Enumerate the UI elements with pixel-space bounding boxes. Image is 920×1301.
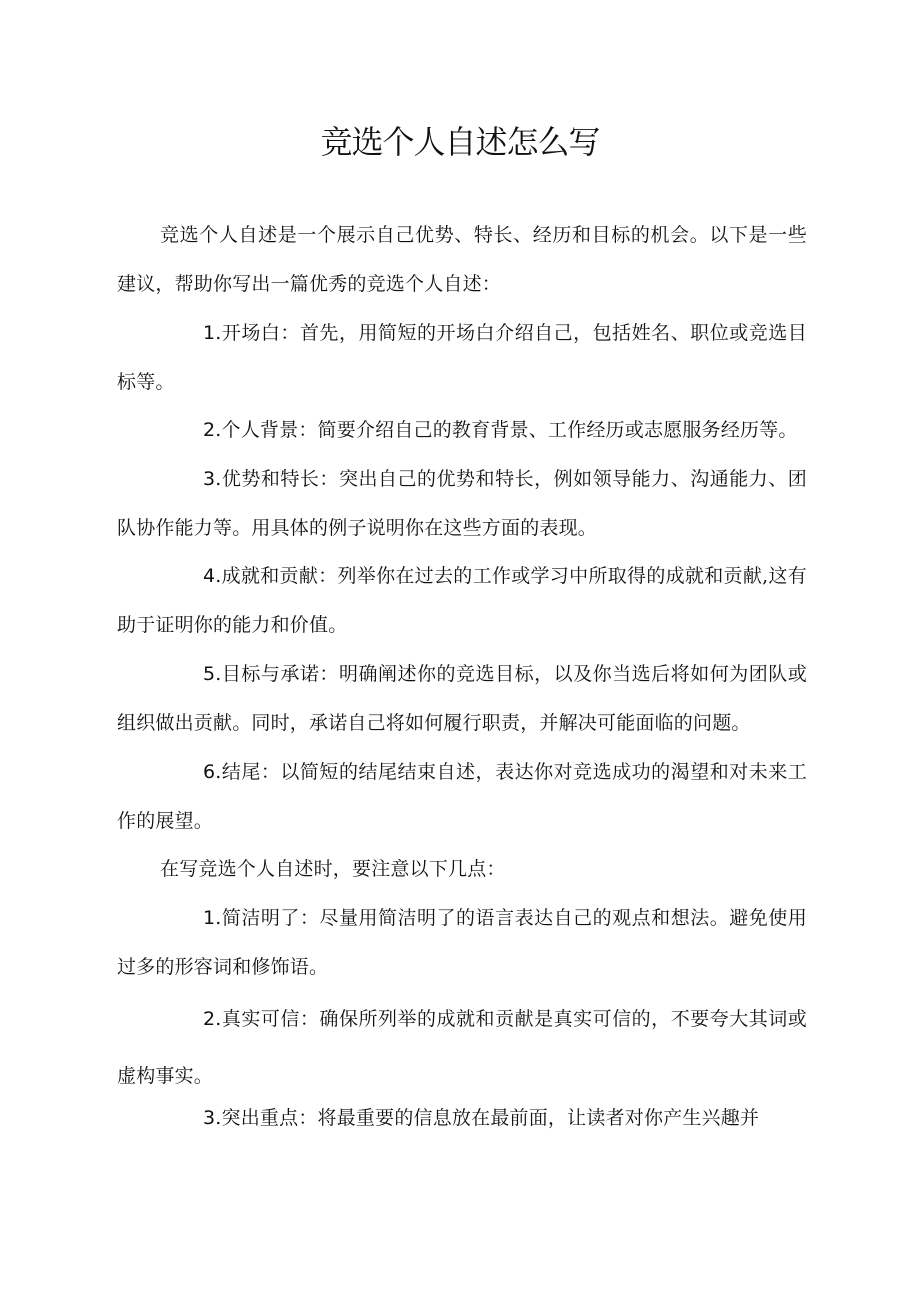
suggestion-text: .目标与承诺：明确阐述你的竞选目标，以及你当选后将如何为团队或组织做出贡献。同时，承诺自己将如何履行职责，并解决可能面临的问题。 (117, 663, 807, 734)
suggestion-item-1 (117, 309, 807, 407)
suggestion-item-4 (117, 552, 807, 650)
suggestion-number: 6 (203, 761, 216, 783)
note-number: 3 (203, 1107, 216, 1129)
suggestion-item-3 (117, 455, 807, 553)
notes-intro-paragraph: 在写竞选个人自述时，要注意以下几点： (160, 858, 506, 880)
note-item-1 (117, 894, 807, 992)
suggestion-text: .成就和贡献：列举你在过去的工作或学习中所取得的成就和贡献,这有助于证明你的能力和价值。 (117, 565, 807, 636)
note-text: .真实可信：确保所列举的成就和贡献是真实可信的，不要夸大其词或虚构事实。 (117, 1008, 807, 1087)
suggestion-text: .结尾：以简短的结尾结束自述，表达你对竞选成功的渴望和对未来工作的展望。 (117, 761, 807, 832)
suggestion-number: 5 (203, 663, 216, 685)
note-text: .突出重点：将最重要的信息放在最前面，让读者对你产生兴趣并 (215, 1107, 760, 1129)
suggestion-number: 1 (203, 322, 216, 344)
intro-paragraph: 竞选个人自述是一个展示自己优势、特长、经历和目标的机会。以下是一些建议，帮助你写出一篇优秀的竞选个人自述： (117, 224, 807, 295)
note-number: 2 (203, 1008, 216, 1030)
note-number: 1 (203, 907, 216, 929)
suggestion-text: .开场白：首先，用简短的开场白介绍自己，包括姓名、职位或竞选目标等。 (117, 322, 807, 393)
suggestion-text: .优势和特长：突出自己的优势和特长，例如领导能力、沟通能力、团队协作能力等。用具体的例子说明你在这些方面的表现。 (117, 468, 807, 539)
document-title: 竞选个人自述怎么写 (320, 123, 600, 161)
suggestion-item-5 (117, 650, 807, 748)
note-item-3 (117, 1094, 807, 1143)
suggestion-text: .个人背景：简要介绍自己的教育背景、工作经历或志愿服务经历等。 (215, 419, 798, 441)
suggestion-number: 2 (203, 419, 216, 441)
suggestion-number: 4 (203, 565, 216, 587)
suggestion-number: 3 (203, 468, 216, 490)
note-text: .简洁明了：尽量用简洁明了的语言表达自己的观点和想法。避免使用过多的形容词和修饰语。 (117, 907, 807, 978)
note-item-2 (117, 991, 807, 1105)
suggestion-item-6 (117, 748, 807, 846)
suggestion-item-2 (117, 406, 807, 455)
